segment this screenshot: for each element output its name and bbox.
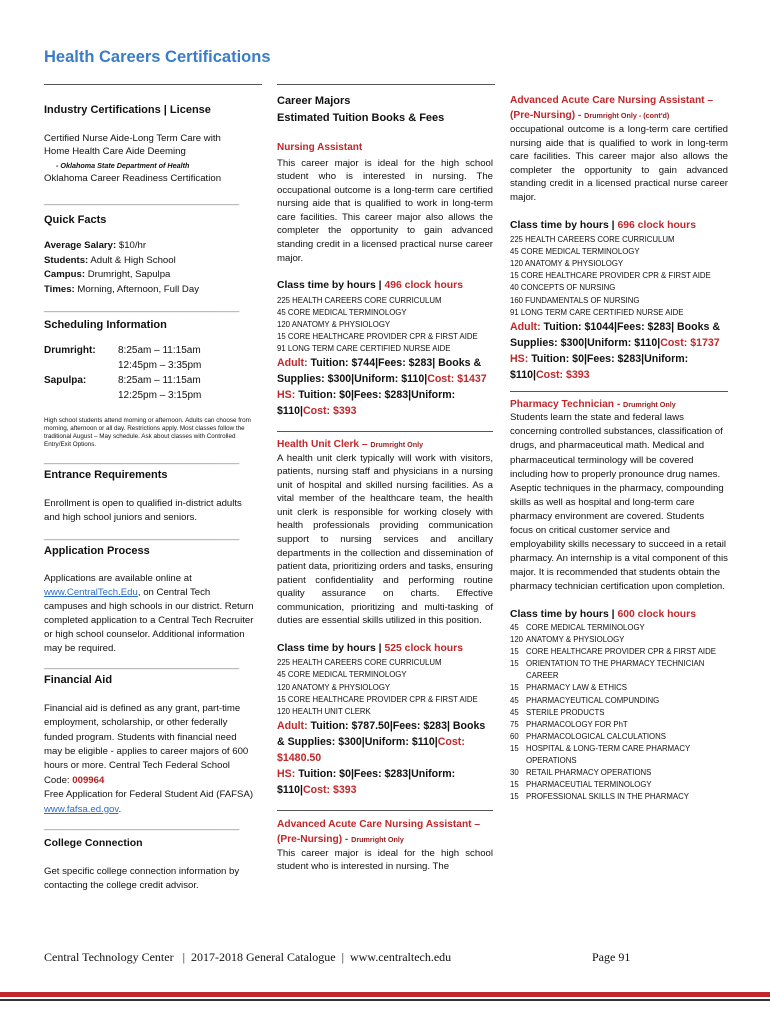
curriculum-item	[510, 622, 728, 634]
footer-text: Central Technology Center | 2017-2018 General Catalogue | www.centraltech.edu	[44, 950, 452, 964]
pt-sub: Drumright Only	[623, 399, 676, 409]
curriculum-hours: 15	[510, 647, 519, 657]
hours-label: Class time by hours |	[510, 609, 618, 621]
application-text: , on Central Tech campuses and high schools in our district. Return completed application to a Central Tech Recruiter or high school counselor. Additional information may be required.	[44, 587, 254, 655]
schedule-note: High school students attend morning or afternoon. Adults can choose from morning, afternoon or all day. Restrictions apply. Most classes follow the traditional August – May schedule. Ask about classes with Controlled Entry/Exit Options.	[44, 416, 251, 449]
separator: _______________________________________	[44, 529, 240, 540]
schedule-table	[44, 343, 201, 403]
curriculum-hours: 75	[510, 719, 519, 729]
curriculum-item: 15 CORE HEALTHCARE PROVIDER CPR & FIRST AIDE	[277, 332, 478, 342]
fafsa-link[interactable]: www.fafsa.ed.gov	[44, 803, 119, 815]
aac-cont-desc: occupational outcome is a long-term care certified nursing aide that is qualified to work in long-term care facilities. This career major also allows the completer the opportunity to gain advanced standing credit in a licensed practical nurse career major.	[510, 124, 728, 203]
curriculum-topic: ORIENTATION TO THE PHARMACY TECHNICIAN CAREER	[526, 659, 705, 681]
schedule-time: 8:25am – 11:15am	[118, 344, 201, 356]
footer-bar	[0, 992, 770, 997]
huc-title: Health Unit Clerk –	[277, 439, 371, 451]
hours-value: 696 clock hours	[617, 219, 696, 231]
curriculum-item	[510, 791, 728, 803]
cert-line: Home Health Care Aide Deeming	[44, 146, 186, 157]
adult-fees: Tuition: $1044|Fees: $283| Books & Supplies: $300|Uniform: $110|	[510, 320, 721, 349]
curriculum-topic: ANATOMY & PHYSIOLOGY	[526, 635, 625, 645]
adult-cost: Cost: $1480.50	[277, 735, 465, 764]
curriculum-item: 120 ANATOMY & PHYSIOLOGY	[277, 682, 391, 692]
curriculum-item: 15 CORE HEALTHCARE PROVIDER CPR & FIRST AIDE	[277, 694, 478, 704]
financial-text: Free Application for Federal Student Aid (FAFSA)	[44, 789, 254, 801]
curriculum-item	[510, 682, 728, 694]
curriculum-item	[510, 658, 728, 682]
curriculum-topic: PHARMACOLOGY FOR PhT	[526, 719, 628, 729]
curriculum-topic: PHARMACEUTIAL TERMINOLOGY	[526, 780, 652, 790]
industry-heading: Industry Certifications | License	[44, 104, 211, 116]
adult-label: Adult:	[510, 320, 541, 333]
curriculum-hours: 45	[510, 707, 519, 717]
curriculum-item	[510, 634, 728, 646]
cert-note: - Oklahoma State Department of Health	[56, 160, 190, 170]
students-value: Adult & High School	[88, 254, 176, 266]
campus-value: Drumright, Sapulpa	[85, 269, 171, 280]
curriculum-item: 40 CONCEPTS OF NURSING	[510, 283, 616, 293]
curriculum-item: 45 CORE MEDICAL TERMINOLOGY	[510, 247, 640, 257]
curriculum-hours: 15	[510, 780, 519, 790]
entrance-text: Enrollment is open to qualified in-district adults and high school juniors and seniors.	[44, 497, 242, 523]
aac-desc: This career major is ideal for the high school student who is interested in nursing. The	[277, 847, 493, 873]
curriculum-hours: 15	[510, 743, 519, 753]
hours-label: Class time by hours |	[277, 642, 385, 654]
curriculum-hours: 45	[510, 695, 519, 705]
curriculum-hours: 15	[510, 792, 519, 802]
hs-label: HS:	[510, 352, 529, 365]
curriculum-item: 120 HEALTH UNIT CLERK	[277, 706, 371, 716]
aac-sub: Drumright Only	[351, 834, 404, 844]
separator: _______________________________________	[44, 194, 240, 205]
adult-label: Adult:	[277, 357, 308, 370]
nursing-assistant-title: Nursing Assistant	[277, 142, 363, 153]
separator: _______________________________________	[44, 454, 240, 465]
curriculum-list	[277, 295, 493, 355]
curriculum-topic: CORE HEALTHCARE PROVIDER CPR & FIRST AIDE	[526, 647, 716, 657]
centraltech-link[interactable]: www.CentralTech.Edu	[44, 587, 138, 599]
curriculum-item: 91 LONG TERM CARE CERTIFIED NURSE AIDE	[277, 344, 451, 354]
salary-label: Average Salary:	[44, 240, 117, 251]
curriculum-topic: HOSPITAL & LONG-TERM CARE PHARMACY OPERATIONS	[526, 743, 691, 765]
scheduling-heading: Scheduling Information	[44, 319, 167, 331]
curriculum-item	[510, 743, 728, 767]
hs-cost: Cost: $393	[535, 368, 590, 381]
curriculum-item: 225 HEALTH CAREERS CORE CURRICULUM	[277, 295, 442, 305]
curriculum-hours: 60	[510, 731, 519, 741]
schedule-time: 12:25pm – 3:15pm	[118, 389, 202, 401]
hs-fees: Tuition: $0|Fees: $283|Uniform: $110|	[277, 389, 456, 418]
divider	[277, 798, 493, 811]
curriculum-hours: 15	[510, 659, 519, 669]
adult-cost: Cost: $1737	[660, 336, 720, 349]
curriculum-item: 45 CORE MEDICAL TERMINOLOGY	[277, 670, 407, 680]
tuition-heading: Estimated Tuition Books & Fees	[277, 112, 445, 124]
curriculum-item	[510, 719, 728, 731]
curriculum-topic: PHARMACYEUTICAL COMPUNDING	[526, 695, 660, 705]
separator: _______________________________________	[44, 302, 240, 312]
hours-value: 600 clock hours	[617, 609, 696, 621]
curriculum-item	[510, 695, 728, 707]
divider	[44, 84, 262, 85]
curriculum-item: 15 CORE HEALTHCARE PROVIDER CPR & FIRST AIDE	[510, 271, 711, 281]
pt-title: Pharmacy Technician -	[510, 398, 624, 410]
curriculum-item: 160 FUNDAMENTALS OF NURSING	[510, 295, 640, 305]
curriculum-hours: 120	[510, 635, 524, 645]
divider	[277, 84, 495, 85]
curriculum-item: 45 CORE MEDICAL TERMINOLOGY	[277, 307, 407, 317]
hs-fees: Tuition: $0|Fees: $283|Uniform: $110|	[277, 767, 456, 796]
financial-text: Financial aid is defined as any grant, part-time employment, scholarship, or other federally funded program. Students with financial need may be eligible - applies to career majors of 600 hours or more. Central Tech Federal School Code:	[44, 702, 249, 786]
career-majors-heading: Career Majors	[277, 95, 351, 107]
curriculum-topic: STERILE PRODUCTS	[526, 707, 605, 717]
nursing-assistant-desc: This career major is ideal for the high school student who is interested in nursing. The occupational outcome is a long-term care certified nursing aide that is qualified to work in long-term care facilities. This career major also allows the completer the opportunity to gain advanced standing credit in a licensed practical nurse career major.	[277, 157, 493, 264]
curriculum-hours: 30	[510, 768, 519, 778]
financial-text: .	[118, 803, 122, 815]
curriculum-item	[510, 767, 728, 779]
adult-cost: Cost: $1437	[427, 373, 487, 386]
campus-label: Campus:	[44, 269, 86, 280]
curriculum-topic: PROFESSIONAL SKILLS IN THE PHARMACY	[526, 792, 689, 802]
curriculum-topic: PHARMACY LAW & ETHICS	[526, 683, 627, 693]
huc-sub: Drumright Only	[370, 440, 424, 450]
curriculum-item: 225 HEALTH CAREERS CORE CURRICULUM	[510, 235, 675, 245]
drumright-label: Drumright:	[44, 344, 96, 356]
divider	[510, 383, 728, 392]
college-text: Get specific college connection information by contacting the college credit advisor.	[44, 865, 240, 891]
footer	[44, 950, 728, 965]
hs-label: HS:	[277, 767, 296, 780]
schedule-time: 12:45pm – 3:35pm	[118, 359, 202, 371]
hours-label: Class time by hours |	[277, 280, 385, 292]
curriculum-item: 120 ANATOMY & PHYSIOLOGY	[277, 319, 391, 329]
hs-cost: Cost: $393	[302, 405, 357, 418]
aac-title: Advanced Acute Care Nursing Assistant – (Pre-Nursing) -	[277, 818, 481, 845]
adult-fees: Tuition: $744|Fees: $283| Books & Supplies: $300|Uniform: $110|	[277, 357, 482, 386]
curriculum-item	[510, 707, 728, 719]
curriculum-list	[510, 234, 728, 319]
sapulpa-label: Sapulpa:	[44, 374, 87, 386]
hours-value: 525 clock hours	[384, 642, 463, 654]
salary-value: $10/hr	[116, 240, 147, 251]
page-title: Health Careers Certifications	[44, 48, 271, 66]
schedule-time: 8:25am – 11:15am	[118, 374, 201, 386]
adult-label: Adult:	[277, 719, 308, 732]
separator: _______________________________________	[44, 820, 240, 831]
curriculum-topic: CORE MEDICAL TERMINOLOGY	[526, 622, 645, 632]
hs-cost: Cost: $393	[302, 783, 357, 796]
application-text: Applications are available online at	[44, 573, 192, 585]
curriculum-list	[277, 657, 493, 717]
college-heading: College Connection	[44, 837, 143, 850]
pt-desc: Students learn the state and federal laws concerning controlled substances, classification of drugs, and pharmaceutical math. Medical and pharmaceutical terminology will be covered including how to properly pronounce drug names. Aseptic techniques in the pharmacy, compounding skills as well as hospital and long-term care pharmacy environment are covered. Students focus on critical customer service and employability skills necessary to succeed in a retail pharmacy. An internship is a vital component of this major. It is recommended that students obtain the pharmacy technician certification upon completion.	[510, 412, 728, 593]
entrance-heading: Entrance Requirements	[44, 469, 168, 482]
curriculum-item	[510, 779, 728, 791]
hs-fees: Tuition: $0|Fees: $283|Uniform: $110|	[510, 352, 689, 381]
hours-value: 496 clock hours	[384, 280, 463, 292]
right-column	[510, 93, 728, 803]
curriculum-item	[510, 731, 728, 743]
curriculum-item: 91 LONG TERM CARE CERTIFIED NURSE AIDE	[510, 307, 684, 317]
adult-fees: Tuition: $787.50|Fees: $283| Books & Supplies: $300|Uniform: $110|	[277, 719, 486, 748]
cert-line: Certified Nurse Aide-Long Term Care with	[44, 132, 221, 144]
curriculum-item: 120 ANATOMY & PHYSIOLOGY	[510, 259, 624, 269]
page-number: Page 91	[592, 950, 631, 964]
curriculum-hours: 15	[510, 683, 519, 693]
sidebar-column	[44, 88, 256, 893]
students-label: Students:	[44, 254, 89, 266]
curriculum-list	[510, 622, 728, 803]
separator: _______________________________________	[44, 659, 240, 670]
financial-heading: Financial Aid	[44, 674, 113, 687]
aac-cont-sub: Drumright Only - (cont'd)	[584, 111, 670, 120]
curriculum-item: 225 HEALTH CAREERS CORE CURRICULUM	[277, 658, 442, 668]
school-code: 009964	[72, 774, 105, 786]
application-heading: Application Process	[44, 544, 150, 557]
footer-bar	[0, 999, 770, 1001]
curriculum-hours: 45	[510, 622, 519, 632]
middle-column	[277, 93, 493, 874]
curriculum-topic: PHARMACOLOGICAL CALCULATIONS	[526, 731, 666, 741]
quick-facts-heading: Quick Facts	[44, 213, 107, 226]
divider	[277, 419, 493, 432]
curriculum-topic: RETAIL PHARMACY OPERATIONS	[526, 768, 652, 778]
curriculum-item	[510, 646, 728, 658]
hours-label: Class time by hours |	[510, 219, 618, 231]
times-label: Times:	[44, 283, 75, 295]
times-value: Morning, Afternoon, Full Day	[74, 283, 199, 295]
huc-desc: A health unit clerk typically will work with visitors, patients, nursing staff and physicians in a nursing unit of hospital and skilled nursing facilities. As a vital member of the healthcare team, the health unit clerk is responsible for working closely with health professionals providing communication support to nursing services and ancillary departments in the collection and dissemination of patient data, prioritizing orders and tasks, ensuring patient confidentiality and performing routine quality assurance on charts. Effective communication, prioritizing and multi-tasking of duties are essential skills utilized in this position.	[277, 452, 493, 627]
hs-label: HS:	[277, 389, 296, 402]
aac-cont-title: Advanced Acute Care Nursing Assistant – (Pre-Nursing) -	[510, 95, 714, 121]
cert-line: Oklahoma Career Readiness Certification	[44, 173, 222, 184]
